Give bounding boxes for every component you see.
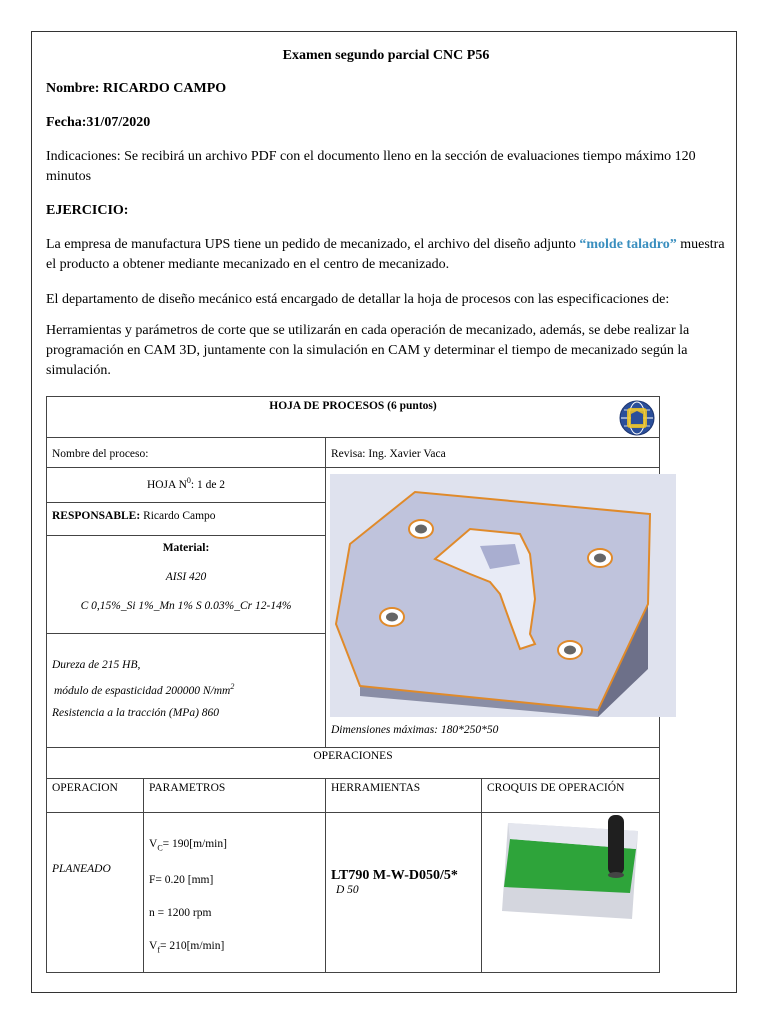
param-spindle-speed: n = 1200 rpm (149, 907, 212, 920)
exam-title: Examen segundo parcial CNC P56 (282, 48, 490, 63)
reviewer-cell: Revisa: Ing. Xavier Vaca (326, 438, 660, 468)
operation-name: PLANEADO (47, 813, 144, 973)
mold-3d-render (330, 474, 676, 717)
material-composition: C 0,15%_Si 1%_Mn 1% S 0.03%_Cr 12-14% (80, 600, 292, 612)
sheet-number-cell: HOJA $N^0$: 1 de 2 (47, 468, 326, 503)
exercise-heading: EJERCICIO: (46, 203, 129, 218)
sketch-cell (482, 813, 660, 973)
exercise-paragraph-2: El departamento de diseño mecánico está encargado de detallar la hoja de procesos con las especificaciones de: (46, 292, 670, 307)
param-feed-rate: $V_f= 210[m/\min]$ (149, 940, 225, 955)
tool-diameter: D 50 (336, 884, 359, 896)
hardness: Dureza de 215 HB, (52, 659, 141, 671)
cutting-parameters (144, 813, 326, 973)
col-header-operation: OPERACION (47, 779, 144, 813)
mechanical-properties-cell (47, 634, 326, 748)
param-feed: F= 0.20 [mm] (149, 874, 214, 887)
process-name-cell: Nombre del proceso: (47, 438, 326, 468)
col-header-sketch: CROQUIS DE OPERACIÓN (482, 779, 660, 813)
student-name: Nombre: RICARDO CAMPO (46, 81, 227, 96)
exercise-paragraph-1: La empresa de manufactura UPS tiene un pedido de mecanizado, el archivo del diseño adjunto “molde taladro” muestra el producto a obtener mediante mecanizado en el centro de mecanizado. (46, 237, 725, 272)
elastic-modulus: módulo de espasticidad 200000 $N/mm^2$ (54, 682, 235, 697)
university-logo-icon (619, 400, 655, 436)
design-file-link[interactable]: “molde taladro” (579, 237, 677, 252)
material-cell (47, 536, 326, 634)
process-sheet-title-cell (47, 397, 660, 438)
operations-heading: OPERACIONES (47, 748, 660, 779)
param-cutting-speed: $V_C= 190[m/\min]$ (149, 838, 227, 853)
col-header-parameters: PARAMETROS (144, 779, 326, 813)
tensile-strength: Resistencia a la tracción (MPa) 860 (52, 706, 220, 719)
tool-cell (326, 813, 482, 973)
tool-code: LT790 M-W-D050/5* (331, 868, 458, 883)
material-heading: Material: (162, 542, 210, 554)
part-render-cell (326, 468, 660, 748)
responsible-cell: RESPONSABLE: Ricardo Campo (47, 503, 326, 536)
facing-operation-sketch (496, 815, 646, 925)
instructions-paragraph: Indicaciones: Se recibirá un archivo PDF con el documento lleno en la sección de evaluaciones tiempo máximo 120 minutos (46, 149, 696, 184)
col-header-tools: HERRAMIENTAS (326, 779, 482, 813)
exercise-paragraph-3: Herramientas y parámetros de corte que se utilizarán en cada operación de mecanizado, además, se debe realizar la programación en CAM 3D, juntamente con la simulación en CAM y determinar el tiempo de mecanizado según la simulación. (46, 323, 690, 378)
process-sheet-table (46, 396, 660, 973)
max-dimensions: Dimensiones máximas: 180*250*50 (331, 724, 499, 736)
process-sheet-title: HOJA DE PROCESOS (6 puntos) (269, 400, 437, 412)
exam-date: Fecha:31/07/2020 (46, 115, 151, 130)
material-name: AISI 420 (165, 571, 207, 583)
